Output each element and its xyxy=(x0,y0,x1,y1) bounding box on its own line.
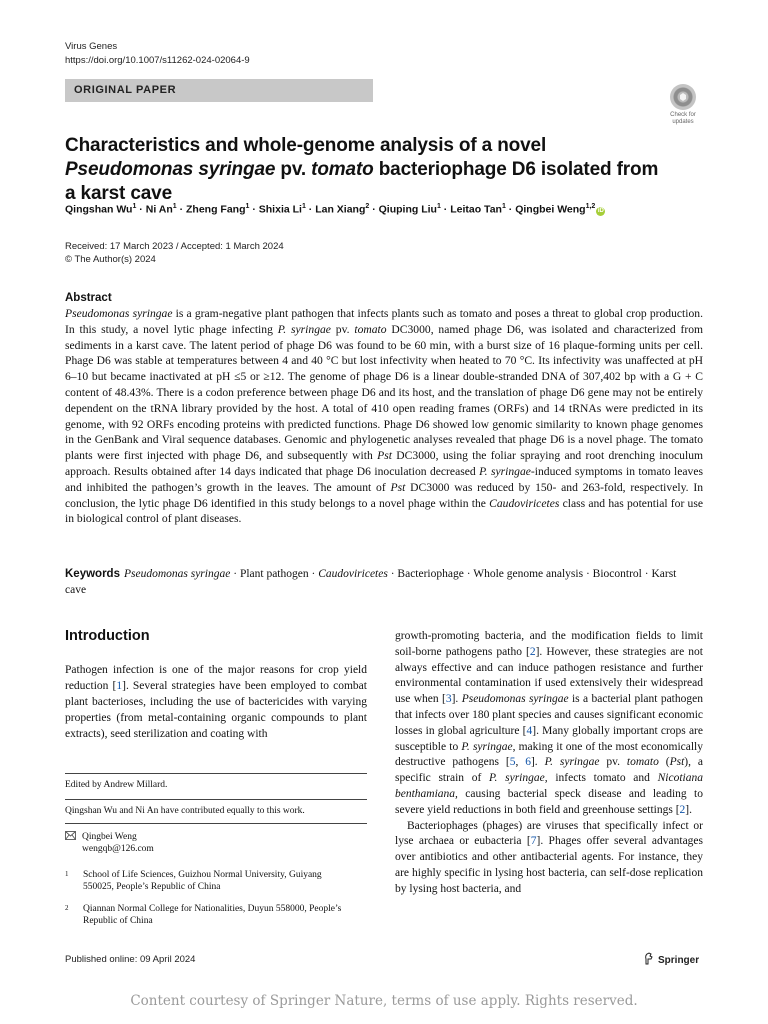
intro-left-column xyxy=(65,662,367,742)
abstract-heading: Abstract xyxy=(65,292,112,304)
citation-link[interactable]: 2 xyxy=(679,803,686,816)
published-date: Published online: 09 April 2024 xyxy=(65,954,196,965)
italic-term: P. syringae xyxy=(544,756,600,769)
keyword: Karst cave xyxy=(65,568,677,596)
keywords-label: Keywords xyxy=(65,568,120,580)
author-affiliation-marker: 1 xyxy=(245,203,250,210)
text-run: DC3000 was reduced by 150- and 263-fold, respectively. In conclusion, the lytic phage D6 identified in this study belongs to a novel phage within the xyxy=(65,480,703,510)
corresponding-author-email[interactable]: wengqb@126.com xyxy=(82,844,154,854)
affiliation-1 xyxy=(65,869,353,893)
author-separator: · xyxy=(176,203,187,216)
text-run: , making it one of the most economically destructive pathogens [ xyxy=(395,740,703,769)
citation-link[interactable]: 5 xyxy=(509,756,516,769)
springer-logo[interactable] xyxy=(643,952,699,968)
italic-term: P. syringae, xyxy=(489,772,548,785)
italic-term: P. syringae xyxy=(461,740,513,753)
text-run: ]. xyxy=(451,693,462,706)
text-run: DC3000, using the foliar spraying and root drenching inoculum approach. Results obtained after 14 days indicated that phage D6 inoculation decreased xyxy=(65,449,704,478)
article-type-banner: ORIGINAL PAPER xyxy=(65,79,373,102)
text-run: ]. Several strategies have been employed to combat plant bacterioses, including the use of bactericides with varying properties (from metal-containing organic compounds to plant extracts), seed sterilization and coating with xyxy=(65,680,367,740)
italic-term: Pseudomonas syringae xyxy=(65,307,173,320)
springer-horse-icon xyxy=(643,952,655,968)
keyword: Caudoviricetes xyxy=(318,568,388,580)
keyword-separator: · xyxy=(308,568,319,580)
author-name[interactable]: Qingbei Weng xyxy=(515,203,586,216)
italic-term: Pseudomonas syringae xyxy=(461,693,569,706)
author-separator: · xyxy=(136,203,146,216)
text-run: DC3000, named phage D6, was isolated and characterized from sediments in a karst cave. The latent period of phage D6 was found to be 60 min, with a burst size of 16 plaque-forming units per cell. Phage D6 was stable at temperatures between 4 and 40 °C but lost infectivity when heated to 70 °C. Its infectivity was unaffected at pH 6–10 but became inactivated at pH ≤5 or ≥12. The genome of phage D6 is a linear double-stranded DNA of 307,402 bp with a G + C content of 48.43%. There is a codon preference between phage D6 and its host, and the translation of phage D6 gene may not be entirely dependent on the tRNA library provided by the host. A total of 410 open reading frames (ORFs) and 14 tRNAs were predicted in its genome, with 92 ORFs encoding proteins with predicted functions. Phage D6 showed low genomic similarity to known phage genomes in the GenBank and Viral sequence databases. Genomic and phylogenetic analyses revealed that phage D6 is a novel phage. The tomato plants were first injected with phage D6, and subsequently with xyxy=(65,322,704,463)
author-list xyxy=(65,203,705,216)
updates-label: updates xyxy=(672,118,694,125)
envelope-icon xyxy=(65,831,79,844)
check-for-label: Check for xyxy=(670,112,696,118)
keywords-list xyxy=(65,568,676,596)
orcid-icon[interactable]: iD xyxy=(597,207,604,214)
author-affiliation-marker: 1,2 xyxy=(585,203,596,210)
keyword: Plant pathogen xyxy=(239,568,309,580)
italic-term: tomato xyxy=(626,756,659,769)
keyword: Bacteriophage xyxy=(397,568,464,580)
text-run: infects tomato and xyxy=(547,772,658,785)
intro-paragraph-2 xyxy=(395,629,703,819)
italic-term: Caudoviricetes xyxy=(489,496,560,510)
text-run: ]. However, these strategies are not always effective and can induce pathogen resistance and further environmental contamination if used extensively their widespread use when [ xyxy=(395,645,703,706)
text-run: Bacteriophages (phages) are viruses that specifically infect or lyse archaea or eubacteria [ xyxy=(395,819,703,848)
crossmark-icon xyxy=(670,84,696,110)
journal-name: Virus Genes xyxy=(65,41,118,52)
author-separator: · xyxy=(440,203,451,216)
keyword-separator: · xyxy=(583,568,593,580)
journal-header xyxy=(65,40,250,68)
italic-term: Nicotiana benthamiana, xyxy=(395,772,703,800)
text-run: pv. xyxy=(330,322,355,336)
footnote-divider xyxy=(65,799,367,800)
text-run: ]. Many globally important crops are susceptible to xyxy=(395,724,703,753)
keyword: Pseudomonas syringae xyxy=(123,568,231,580)
keyword: Whole genome analysis xyxy=(473,568,584,580)
equal-contribution-note: Qingshan Wu and Ni An have contributed equally to this work. xyxy=(65,806,305,816)
text-run: ]. Phages offer several advantages over antibiotics and other antibacterial agents. For instance, they are highly specific in lysing host bacteria, can self-dose replication by lysing host bacteria, and xyxy=(395,835,703,895)
introduction-heading: Introduction xyxy=(65,628,150,644)
author-separator: · xyxy=(305,203,316,216)
keyword-separator: · xyxy=(387,568,398,580)
text-run: ( xyxy=(658,756,670,769)
author-affiliation-marker: 1 xyxy=(301,203,306,210)
footnote-divider xyxy=(65,773,367,774)
courtesy-watermark: Content courtesy of Springer Nature, terms of use apply. Rights reserved. xyxy=(130,993,638,1009)
text-run: causing bacterial speck disease and leading to severe yield reductions in both field and greenhouse settings [ xyxy=(395,787,703,816)
author-affiliation-marker: 2 xyxy=(365,203,370,210)
author-affiliation-marker: 1 xyxy=(172,203,177,210)
citation-link[interactable]: 6 xyxy=(525,756,531,769)
keyword-separator: · xyxy=(230,568,240,580)
citation-link[interactable]: 1 xyxy=(116,680,123,692)
author-separator: · xyxy=(249,203,259,216)
author-name[interactable]: Ni An xyxy=(145,203,173,216)
keyword-separator: · xyxy=(463,568,474,580)
affiliation-text: Qiannan Normal College for Nationalities, Duyun 558000, People’s Republic of China xyxy=(83,904,342,926)
citation-link[interactable]: 2 xyxy=(529,645,536,658)
keywords-section xyxy=(65,566,685,598)
publisher-name: Springer xyxy=(658,954,700,966)
italic-term: Pst xyxy=(377,449,392,463)
doi-link[interactable]: https://doi.org/10.1007/s11262-024-02064-9 xyxy=(65,55,250,66)
italic-term: tomato xyxy=(354,322,387,336)
author-name[interactable]: Qingshan Wu xyxy=(65,203,133,216)
abstract-section xyxy=(65,291,703,527)
citation-link[interactable]: 7 xyxy=(530,835,537,848)
author-separator: · xyxy=(505,203,516,216)
italic-term: Pst xyxy=(390,480,406,494)
keyword-separator: · xyxy=(641,568,652,580)
italic-term: P. syringae xyxy=(277,322,331,336)
author-separator: · xyxy=(369,203,379,216)
text-run: growth-promoting bacteria, and the modification fields to limit soil-borne pathogens patho [ xyxy=(395,630,703,658)
keyword: Biocontrol xyxy=(592,568,642,580)
footnote-divider xyxy=(65,823,367,824)
text-run: ]. xyxy=(530,756,545,769)
author-name[interactable]: Lan Xiang xyxy=(315,203,366,216)
corresponding-author-name: Qingbei Weng xyxy=(82,832,137,842)
intro-paragraph-1 xyxy=(65,662,367,742)
author-affiliation-marker: 1 xyxy=(501,203,506,210)
check-for-updates-badge[interactable] xyxy=(664,84,702,124)
affiliation-2 xyxy=(65,903,373,927)
intro-paragraph-3 xyxy=(395,819,703,898)
text-run: pv. xyxy=(599,756,627,769)
text-run: ), a specific strain of xyxy=(395,756,703,785)
text-run: ]. xyxy=(685,803,693,816)
article-title: Characteristics and whole-genome analysis of a novel Pseudomonas syringae pv. tomato bacteriophage D6 isolated from a karst cave xyxy=(65,135,659,204)
author-name[interactable]: Shixia Li xyxy=(258,203,302,216)
affiliation-text: School of Life Sciences, Guizhou Normal University, Guiyang 550025, People’s Republic of China xyxy=(83,870,322,892)
author-affiliation-marker: 1 xyxy=(436,203,441,210)
affiliation-number: 2 xyxy=(65,904,69,912)
text-run: -induced symptoms in tomato leaves and inhibited the pathogen’s growth in the leaves. The amount of xyxy=(65,464,703,494)
received-accepted-dates: Received: 17 March 2023 / Accepted: 1 March 2024 xyxy=(65,241,284,252)
citation-link[interactable]: 3 xyxy=(445,693,452,706)
author-name[interactable]: Leitao Tan xyxy=(450,203,502,216)
editor-note: Edited by Andrew Millard. xyxy=(65,780,168,790)
italic-term: Pst xyxy=(669,756,685,769)
text-run: is a bacterial plant pathogen that infects over 180 plant species and causes significant economic losses in global agriculture [ xyxy=(395,693,703,737)
text-run: , xyxy=(515,756,526,769)
text-run: Pathogen infection is one of the major reasons for crop yield reduction [ xyxy=(65,664,367,692)
corresponding-author xyxy=(65,831,154,855)
intro-right-column xyxy=(395,629,703,898)
affiliation-number: 1 xyxy=(65,870,69,878)
article-dates xyxy=(65,241,284,266)
author-name[interactable]: Zheng Fang xyxy=(186,203,246,216)
copyright-notice: © The Author(s) 2024 xyxy=(65,253,156,265)
citation-link[interactable]: 4 xyxy=(526,724,533,737)
abstract-body xyxy=(65,306,703,527)
author-name[interactable]: Qiuping Liu xyxy=(378,203,437,216)
text-run: is a gram-negative plant pathogen that infects plants such as tomato and poses a threat to global crop production. In this study, a novel lytic phage infecting xyxy=(65,307,703,336)
author-affiliation-marker: 1 xyxy=(132,203,137,210)
italic-term: P. syringae xyxy=(479,464,531,478)
text-run: class and has potential for use in biological control of plant diseases. xyxy=(65,496,703,526)
